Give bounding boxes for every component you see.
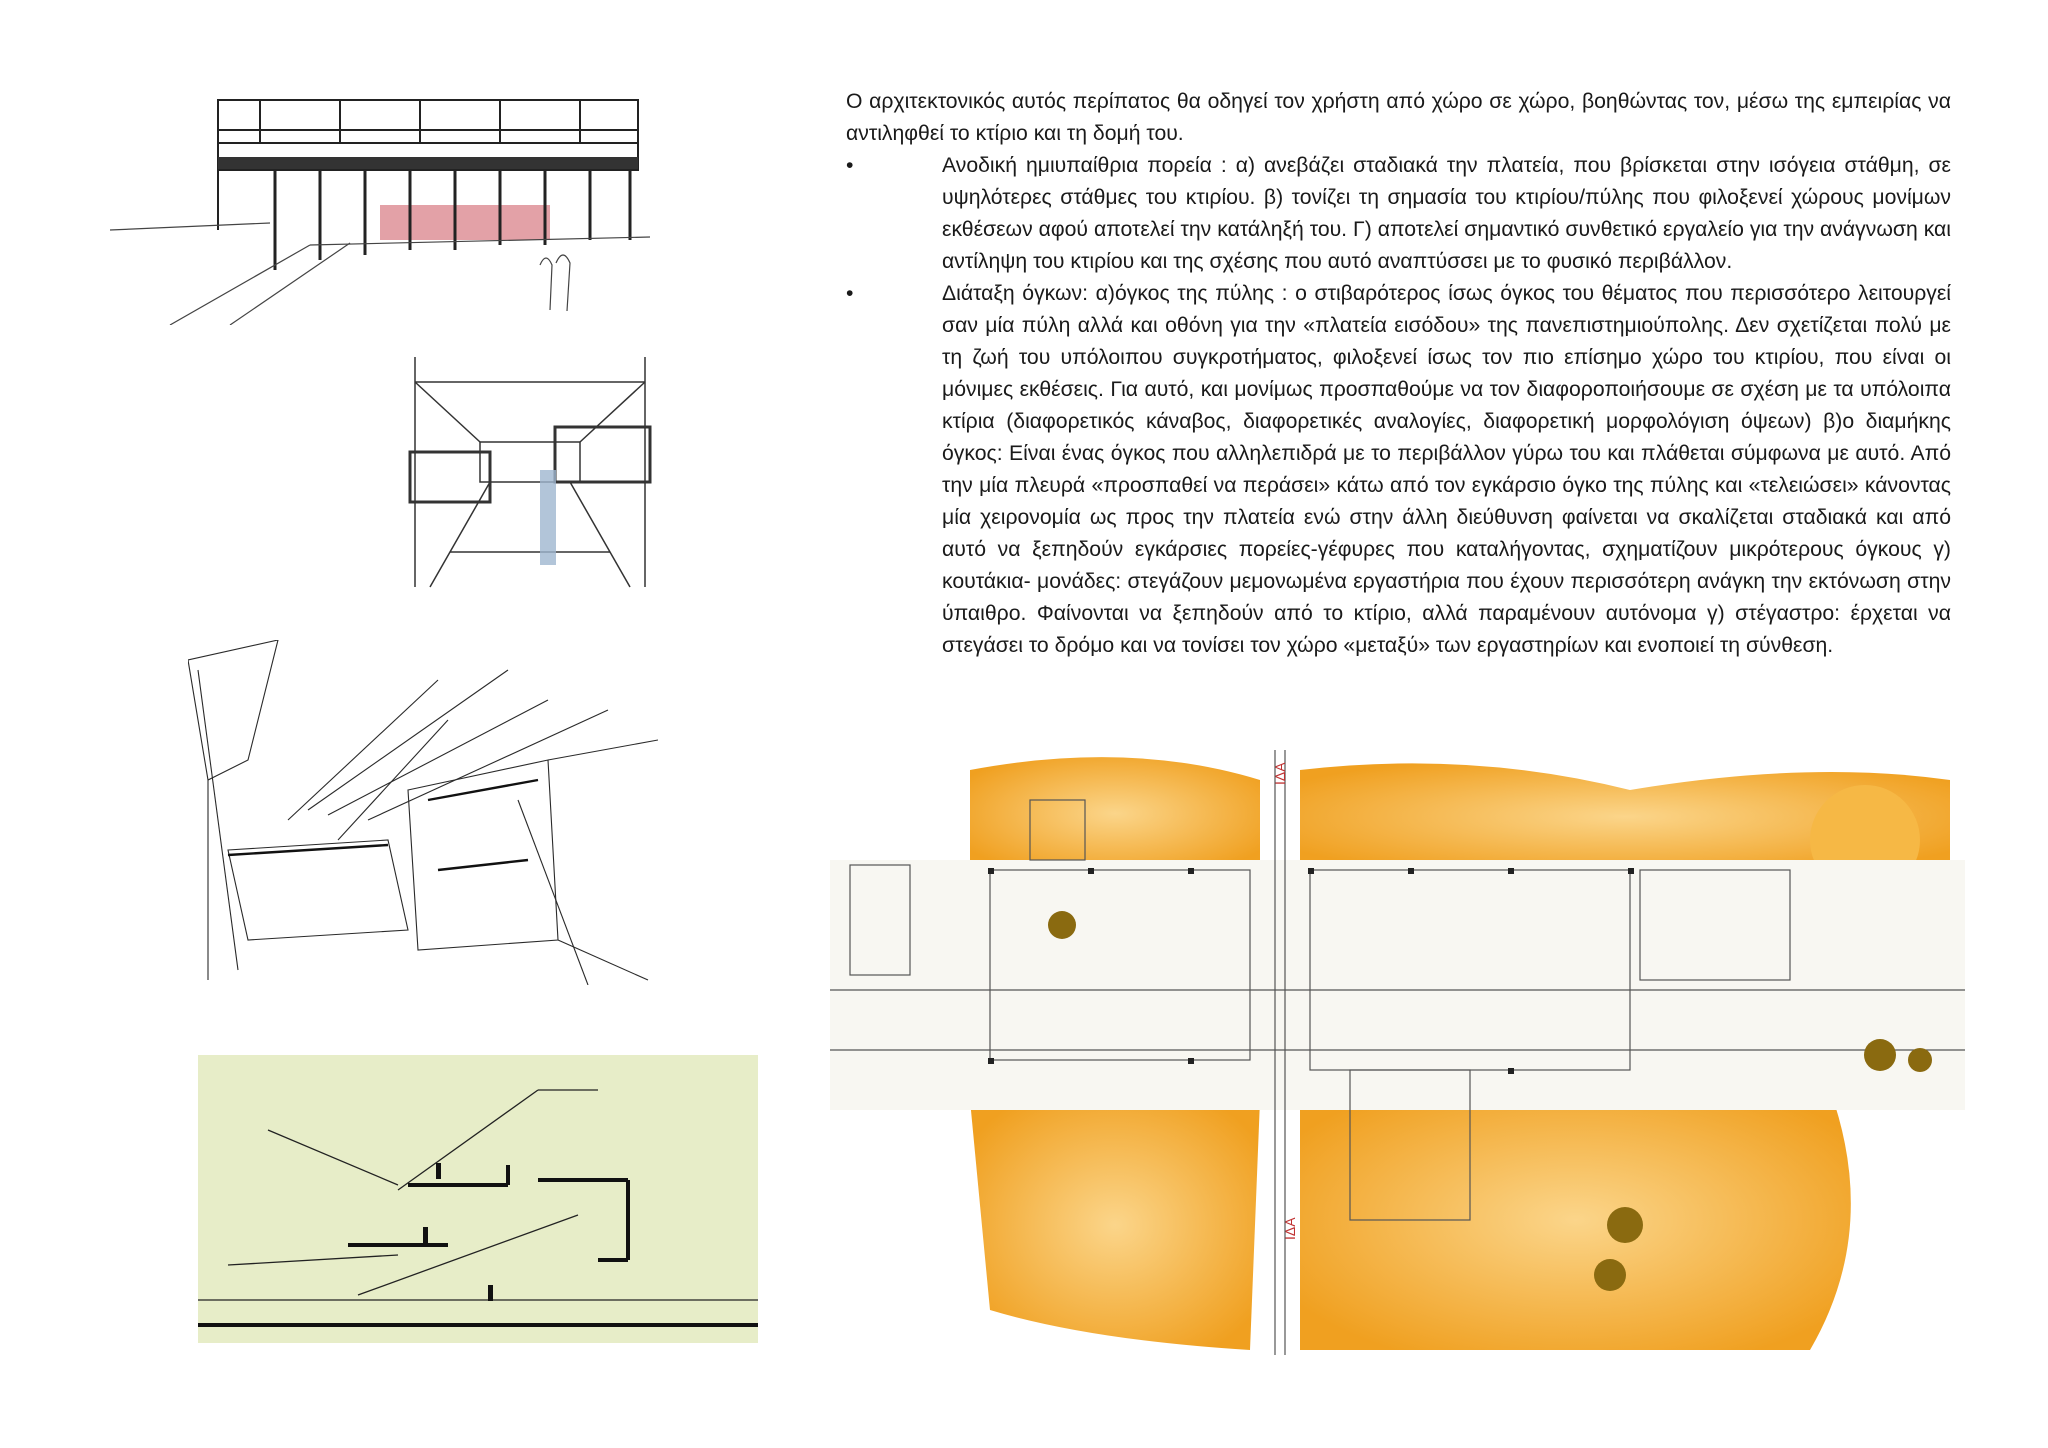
bullet-text: Διάταξη όγκων: α)όγκος της πύλης : ο στιβαρότερος ίσως όγκος του θέματος που περισσότερο λειτουργεί σαν μία πύλη αλλά και οθόνη για την «πλατεία εισόδου» της πανεπιστημιούπολης. Δεν σχετίζεται πολύ με τη ζωή του υπόλοιπου συγκροτήματος, φιλοξενεί ίσως τον πιο επίσημο χώρο του κτιρίου, που είναι οι μόνιμες εκθέσεις. Για αυτό, και μονίμως προσπαθούμε να τον διαφοροποιήσουμε σε σχέση με τα υπόλοιπα κτίρια (διαφορετικός κάναβος, διαφορετικές αναλογίες, διαφορετική μορφολόγιση όψεων) β)ο διαμήκης όγκος: Είναι ένας όγκος που αλληλεπιδρά με το περιβάλλον γύρω του και πλάθεται σύμφωνα με αυτό. Από την μία πλευρά «προσπαθεί να περάσει» κάτω από τον εγκάρσιο όγκο της πύλης και «τελειώσει» κάνοντας μία χειρονομία ως προς την πλατεία ενώ στην άλλη διεύθυνση φαίνεται να σκαλίζεται σταδιακά και από αυτό να ξεπηδούν εγκάρσιες πορείες-γέφυρες που καταλήγοντας, σχηματίζουν μικρότερους όγκους γ) κουτάκια- μονάδες: στεγάζουν μεμονωμένα εργαστήρια που έχουν περισσότερη ανάγκη την εκτόνωση στην ύπαιθρο. Φαίνονται να ξεπηδούν από το κτίριο, αλλά παραμένουν αυτόνομα γ) στέγαστρο: έρχεται να στεγάσει το δρόμο και να τονίσει τον χώρο «μεταξύ» των εργαστηρίων και ενοποιεί τη σύνθεση.: [942, 282, 1951, 657]
site-plan-drawing: [830, 750, 1965, 1355]
section-sketch: [198, 1055, 758, 1343]
description-text: [846, 86, 1951, 662]
site-plan: [830, 750, 1965, 1355]
intro-paragraph: Ο αρχιτεκτονικός αυτός περίπατος θα οδηγεί τον χρήστη από χώρο σε χώρο, βοηθώντας τον, μέσω της εμπειρίας να αντιληφθεί το κτίριο και τη δομή του.: [846, 90, 1951, 145]
bullet-volume-arrangement: [846, 278, 1951, 662]
perspective-sketch: [188, 640, 658, 985]
section-drawing: [198, 1055, 758, 1343]
plan-label-bottom: ΙΔΑ: [1282, 1217, 1298, 1240]
bullet-marker: •: [846, 282, 854, 305]
bullet-marker: •: [846, 154, 854, 177]
bullet-text: Ανοδική ημιυπαίθρια πορεία : α) ανεβάζει σταδιακά την πλατεία, που βρίσκεται στην ισόγεια στάθμη, σε υψηλότερες στάθμες του κτιρίου. β) τονίζει τη σημασία του κτιρίου/πύλης που φιλοξενεί χώρους μονίμων εκθέσεων αφού αποτελεί την κατάληξή του. Γ) αποτελεί σημαντικό συνθετικό εργαλείο για την ανάγνωση και αντίληψη του κτιρίου και της σχέσης που αυτό αναπτύσσει με το φυσικό περιβάλλον.: [942, 154, 1951, 273]
elevation-sketch: [110, 95, 730, 325]
interior-sketch: [390, 352, 660, 597]
elevation-drawing: [110, 95, 730, 325]
perspective-drawing: [188, 640, 658, 985]
interior-drawing: [390, 352, 660, 597]
bullet-ascending-path: [846, 150, 1951, 278]
plan-label-top: ΙΔΑ: [1272, 762, 1288, 785]
